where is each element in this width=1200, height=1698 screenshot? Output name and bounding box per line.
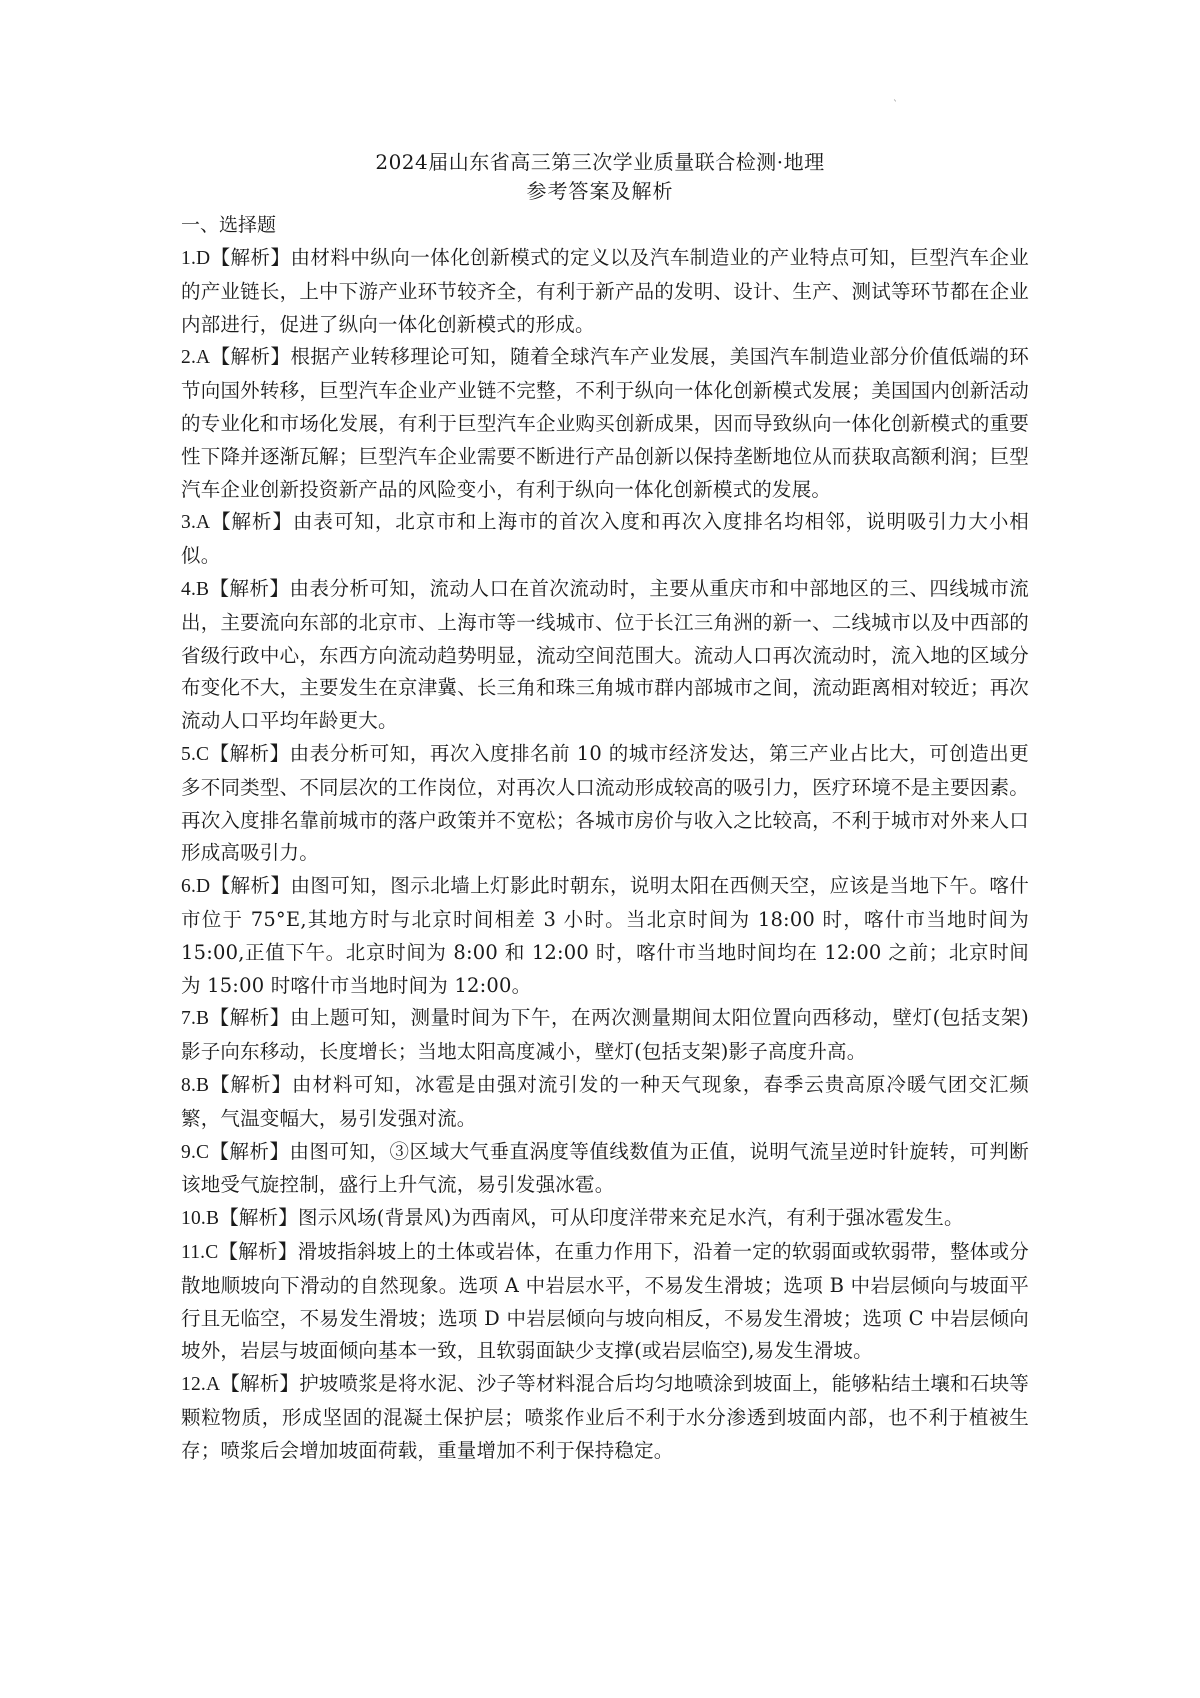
answer-label: 12.A xyxy=(181,1374,221,1396)
answer-label: 10.B xyxy=(181,1208,220,1230)
answer-label: 11.C xyxy=(181,1241,219,1263)
answer-item-10 xyxy=(181,1202,1029,1236)
answer-text: 【解析】由表可知，北京市和上海市的首次入度和再次入度排名均相邻，说明吸引力大小相似。 xyxy=(181,510,1029,568)
answer-item-12 xyxy=(181,1368,1029,1467)
answer-item-8 xyxy=(181,1069,1029,1136)
document-title: 2024届山东省高三第三次学业质量联合检测·地理 xyxy=(375,150,825,174)
answer-item-1 xyxy=(181,242,1029,341)
answer-text: 【解析】由上题可知，测量时间为下午，在两次测量期间太阳位置向西移动，壁灯(包括支架)影子向东移动，长度增长；当地太阳高度减小，壁灯(包括支架)影子高度升高。 xyxy=(181,1006,1029,1064)
answer-text: 【解析】滑坡指斜坡上的土体或岩体，在重力作用下，沿着一定的软弱面或软弱带，整体或分散地顺坡向下滑动的自然现象。选项 A 中岩层水平，不易发生滑坡；选项 B 中岩层倾向与坡面平行且无临空，不易发生滑坡；选项 D 中岩层倾向与坡向相反，不易发生滑坡；选项 C 中岩层倾向坡外，岩层与坡面倾向基本一致，且软弱面缺少支撑(或岩层临空),易发生滑坡。 xyxy=(181,1239,1029,1363)
section-heading: 一、选择题 xyxy=(181,214,277,236)
answer-item-7 xyxy=(181,1002,1029,1069)
answer-text: 【解析】图示风场(背景风)为西南风，可从印度洋带来充足水汽，有利于强冰雹发生。 xyxy=(219,1206,964,1230)
answer-text: 【解析】由表分析可知，流动人口在首次流动时，主要从重庆市和中部地区的三、四线城市流出，主要流向东部的北京市、上海市等一线城市、位于长江三角洲的新一、二线城市以及中西部的省级行政中心，东西方向流动趋势明显，流动空间范围大。流动人口再次流动时，流入地的区域分布变化不大，主要发生在京津冀、长三角和珠三角城市群内部城市之间，流动距离相对较近；再次流动人口平均年龄更大。 xyxy=(181,576,1029,733)
answer-label: 5.C xyxy=(181,743,210,765)
answer-item-3 xyxy=(181,506,1029,573)
answer-label: 4.B xyxy=(181,578,210,600)
answer-label: 3.A xyxy=(181,512,211,534)
answer-item-9 xyxy=(181,1136,1029,1203)
answer-label: 2.A xyxy=(181,347,211,369)
answer-item-2 xyxy=(181,341,1029,506)
answer-text: 【解析】由材料可知，冰雹是由强对流引发的一种天气现象，春季云贵高原冷暖气团交汇频繁，气温变幅大，易引发强对流。 xyxy=(181,1072,1029,1130)
title-block xyxy=(0,148,1200,206)
answer-label: 6.D xyxy=(181,876,211,898)
answer-item-6 xyxy=(181,870,1029,1002)
answer-item-11 xyxy=(181,1236,1029,1368)
document-subtitle: 参考答案及解析 xyxy=(526,179,674,203)
answer-text: 【解析】护坡喷浆是将水泥、沙子等材料混合后均匀地喷涂到坡面上，能够粘结土壤和石块等颗粒物质，形成坚固的混凝土保护层；喷浆作业后不利于水分渗透到坡面内部，也不利于植被生存；喷浆后会增加坡面荷载，重量增加不利于保持稳定。 xyxy=(181,1372,1029,1462)
answer-item-5 xyxy=(181,738,1029,870)
answer-text: 【解析】由表分析可知，再次入度排名前 10 的城市经济发达，第三产业占比大，可创造出更多不同类型、不同层次的工作岗位，对再次人口流动形成较高的吸引力，医疗环境不是主要因素。再次入度排名靠前城市的落户政策并不宽松；各城市房价与收入之比较高，不利于城市对外来人口形成高吸引力。 xyxy=(181,741,1029,865)
answer-label: 7.B xyxy=(181,1008,210,1030)
answer-label: 1.D xyxy=(181,248,211,269)
answer-label: 8.B xyxy=(181,1074,210,1096)
answers-list xyxy=(181,242,1029,1467)
answer-label: 9.C xyxy=(181,1141,210,1163)
answer-text: 【解析】由材料中纵向一体化创新模式的定义以及汽车制造业的产业特点可知，巨型汽车企业的产业链长，上中下游产业环节较齐全，有利于新产品的发明、设计、生产、测试等环节都在企业内部进行，促进了纵向一体化创新模式的形成。 xyxy=(181,246,1029,336)
answer-item-4 xyxy=(181,573,1029,738)
scan-mark: ` xyxy=(893,100,898,111)
answer-text: 【解析】由图可知，③区域大气垂直涡度等值线数值为正值，说明气流呈逆时针旋转，可判断该地受气旋控制，盛行上升气流，易引发强冰雹。 xyxy=(181,1139,1029,1197)
answer-text: 【解析】根据产业转移理论可知，随着全球汽车产业发展，美国汽车制造业部分价值低端的环节向国外转移，巨型汽车企业产业链不完整，不利于纵向一体化创新模式发展；美国国内创新活动的专业化和市场化发展，有利于巨型汽车企业购买创新成果，因而导致纵向一体化创新模式的重要性下降并逐渐瓦解；巨型汽车企业需要不断进行产品创新以保持垄断地位从而获取高额利润；巨型汽车企业创新投资新产品的风险变小，有利于纵向一体化创新模式的发展。 xyxy=(181,345,1029,501)
answer-text: 【解析】由图可知，图示北墙上灯影此时朝东，说明太阳在西侧天空，应该是当地下午。喀什市位于 75°E,其地方时与北京时间相差 3 小时。当北京时间为 18:00 时，喀什市当地时间为 15:00,正值下午。北京时间为 8:00 和 12:00 时，喀什市当地时间均在 12:00 之前；北京时间为 15:00 时喀什市当地时间为 12:00。 xyxy=(181,874,1029,997)
